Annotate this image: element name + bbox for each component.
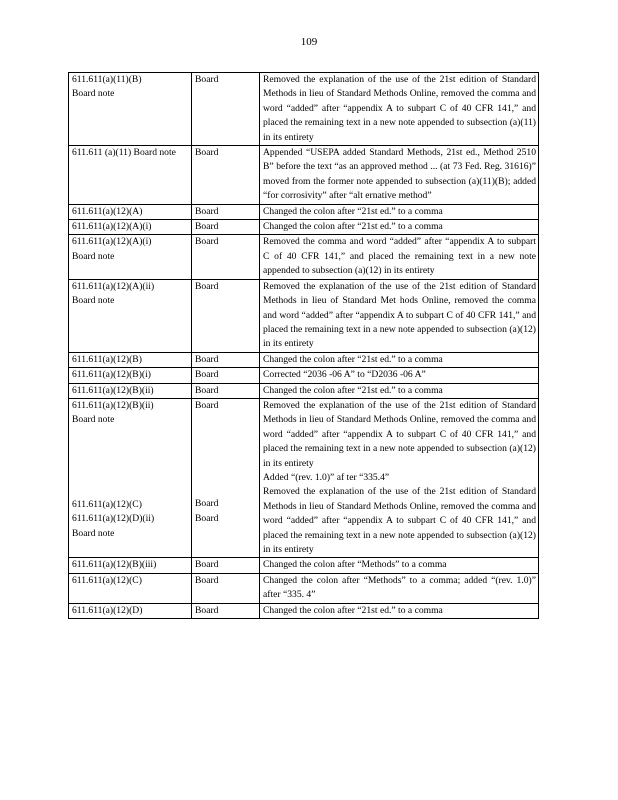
table-row — [69, 204, 539, 219]
description-cell: Changed the colon after “21st ed.” to a comma — [260, 383, 539, 398]
source-cell: Board — [192, 368, 260, 383]
description-cell: Changed the colon after “Methods” to a comma; added “(rev. 1.0)” after “335. 4” — [260, 573, 539, 603]
description-cell: Changed the colon after “21st ed.” to a comma — [260, 220, 539, 235]
source-cell: Board — [192, 352, 260, 367]
description-cell: Changed the colon after “21st ed.” to a comma — [260, 352, 539, 367]
description-cell: Changed the colon after “21st ed.” to a comma — [260, 603, 539, 618]
description-text: Removed the explanation of the use of the 21st edition of Standard Methods in lieu of Standard Methods Online, removed the comma and word “added” after “appendix A to subpart C of 40 CFR 141,” and placed the remaining text in a new note appended to subsection (a)(12) in its entirety — [263, 399, 536, 469]
section-cell — [69, 279, 192, 352]
description-cell: Removed the comma and word “added” after “appendix A to subpart C of 40 CFR 141,” and placed the remaining text in a new note appended to subsection (a)(12) in its entirety — [260, 235, 539, 279]
changes-table — [68, 72, 539, 619]
table-row — [69, 603, 539, 618]
description-cell — [260, 398, 539, 557]
section-cell: 611.611 (a)(11) Board note — [69, 146, 192, 205]
table-row — [69, 352, 539, 367]
section-label: 611.611(a)(12)(D)(ii) — [72, 513, 155, 525]
section-cell — [69, 73, 192, 146]
source-cell: Board — [192, 383, 260, 398]
table-row — [69, 73, 539, 146]
page-number: 109 — [300, 36, 318, 48]
table-row — [69, 235, 539, 279]
section-cell: 611.611(a)(12)(B)(ii) — [69, 383, 192, 398]
section-label: 611.611(a)(12)(A)(i) — [72, 236, 152, 248]
table-row — [69, 368, 539, 383]
source-label: Board — [195, 498, 219, 510]
table-row — [69, 146, 539, 205]
source-label: Board — [195, 512, 219, 524]
section-cell: 611.611(a)(12)(C) — [69, 573, 192, 603]
section-label: Board note — [72, 250, 115, 262]
source-cell: Board — [192, 204, 260, 219]
section-cell: 611.611(a)(12)(A) — [69, 204, 192, 219]
source-label: Board — [195, 399, 219, 411]
description-cell: Changed the colon after “21st ed.” to a comma — [260, 204, 539, 219]
section-label: 611.611(a)(12)(C) — [72, 498, 142, 510]
section-cell: 611.611(a)(12)(A)(i) — [69, 220, 192, 235]
section-cell — [69, 235, 192, 279]
source-cell: Board — [192, 603, 260, 618]
source-cell: Board — [192, 146, 260, 205]
table-row — [69, 573, 539, 603]
description-cell: Appended “USEPA added Standard Methods, 21st ed., Method 2510 B” before the text “as an approved method ... (at 73 Fed. Reg. 31616)” moved from the former note appended to subsection (a)(11)(B); added “for corrosivity” after “alt ernative method” — [260, 146, 539, 205]
source-cell: Board — [192, 73, 260, 146]
section-cell: 611.611(a)(12)(B) — [69, 352, 192, 367]
table-row — [69, 220, 539, 235]
section-label: Board note — [72, 295, 115, 307]
section-cell: 611.611(a)(12)(B)(i) — [69, 368, 192, 383]
description-cell: Corrected “2036 -06 A” to “D2036 -06 A” — [260, 368, 539, 383]
section-cell: 611.611(a)(12)(D) — [69, 603, 192, 618]
section-label: 611.611(a)(12)(A)(ii) — [72, 280, 155, 292]
table-row — [69, 398, 539, 557]
section-label: 611.611(a)(11)(B) — [72, 74, 142, 85]
description-cell: Removed the explanation of the use of the 21st edition of Standard Methods in lieu of Standard Methods Online, removed the comma and word “added” after “appendix A to subpart C of 40 CFR 141,” and placed the remaining text in a new note appended to subsection (a)(11) in its entirety — [260, 73, 539, 146]
source-cell: Board — [192, 279, 260, 352]
section-label: Board note — [72, 527, 115, 539]
source-cell — [192, 398, 260, 557]
section-cell — [69, 398, 192, 557]
description-text: Added “(rev. 1.0)” af ter “335.4” — [263, 471, 390, 483]
source-cell: Board — [192, 558, 260, 573]
section-label: Board note — [72, 414, 115, 426]
description-cell: Removed the explanation of the use of the 21st edition of Standard Methods in lieu of Standard Met hods Online, removed the comma and word “added” after “appendix A to subpart C of 40 CFR 141,” and placed the remaining text in a new note appended to subsection (a)(12) in its entirety — [260, 279, 539, 352]
table-row — [69, 383, 539, 398]
source-cell: Board — [192, 220, 260, 235]
source-cell: Board — [192, 235, 260, 279]
section-cell: 611.611(a)(12)(B)(iii) — [69, 558, 192, 573]
section-label: Board note — [72, 88, 115, 100]
section-label: 611.611(a)(12)(B)(ii) — [72, 399, 154, 411]
table-row — [69, 279, 539, 352]
table-row — [69, 558, 539, 573]
description-text: Removed the explanation of the use of the 21st edition of Standard Methods in lieu of Standard Methods Online, removed the comma and word “added” after “appendix A to subpart C of 40 CFR 141,” and placed the remaining text in a new note appended to subsection (a)(12) in its entirety — [263, 486, 536, 555]
source-cell: Board — [192, 573, 260, 603]
description-cell: Changed the colon after “Methods” to a comma — [260, 558, 539, 573]
